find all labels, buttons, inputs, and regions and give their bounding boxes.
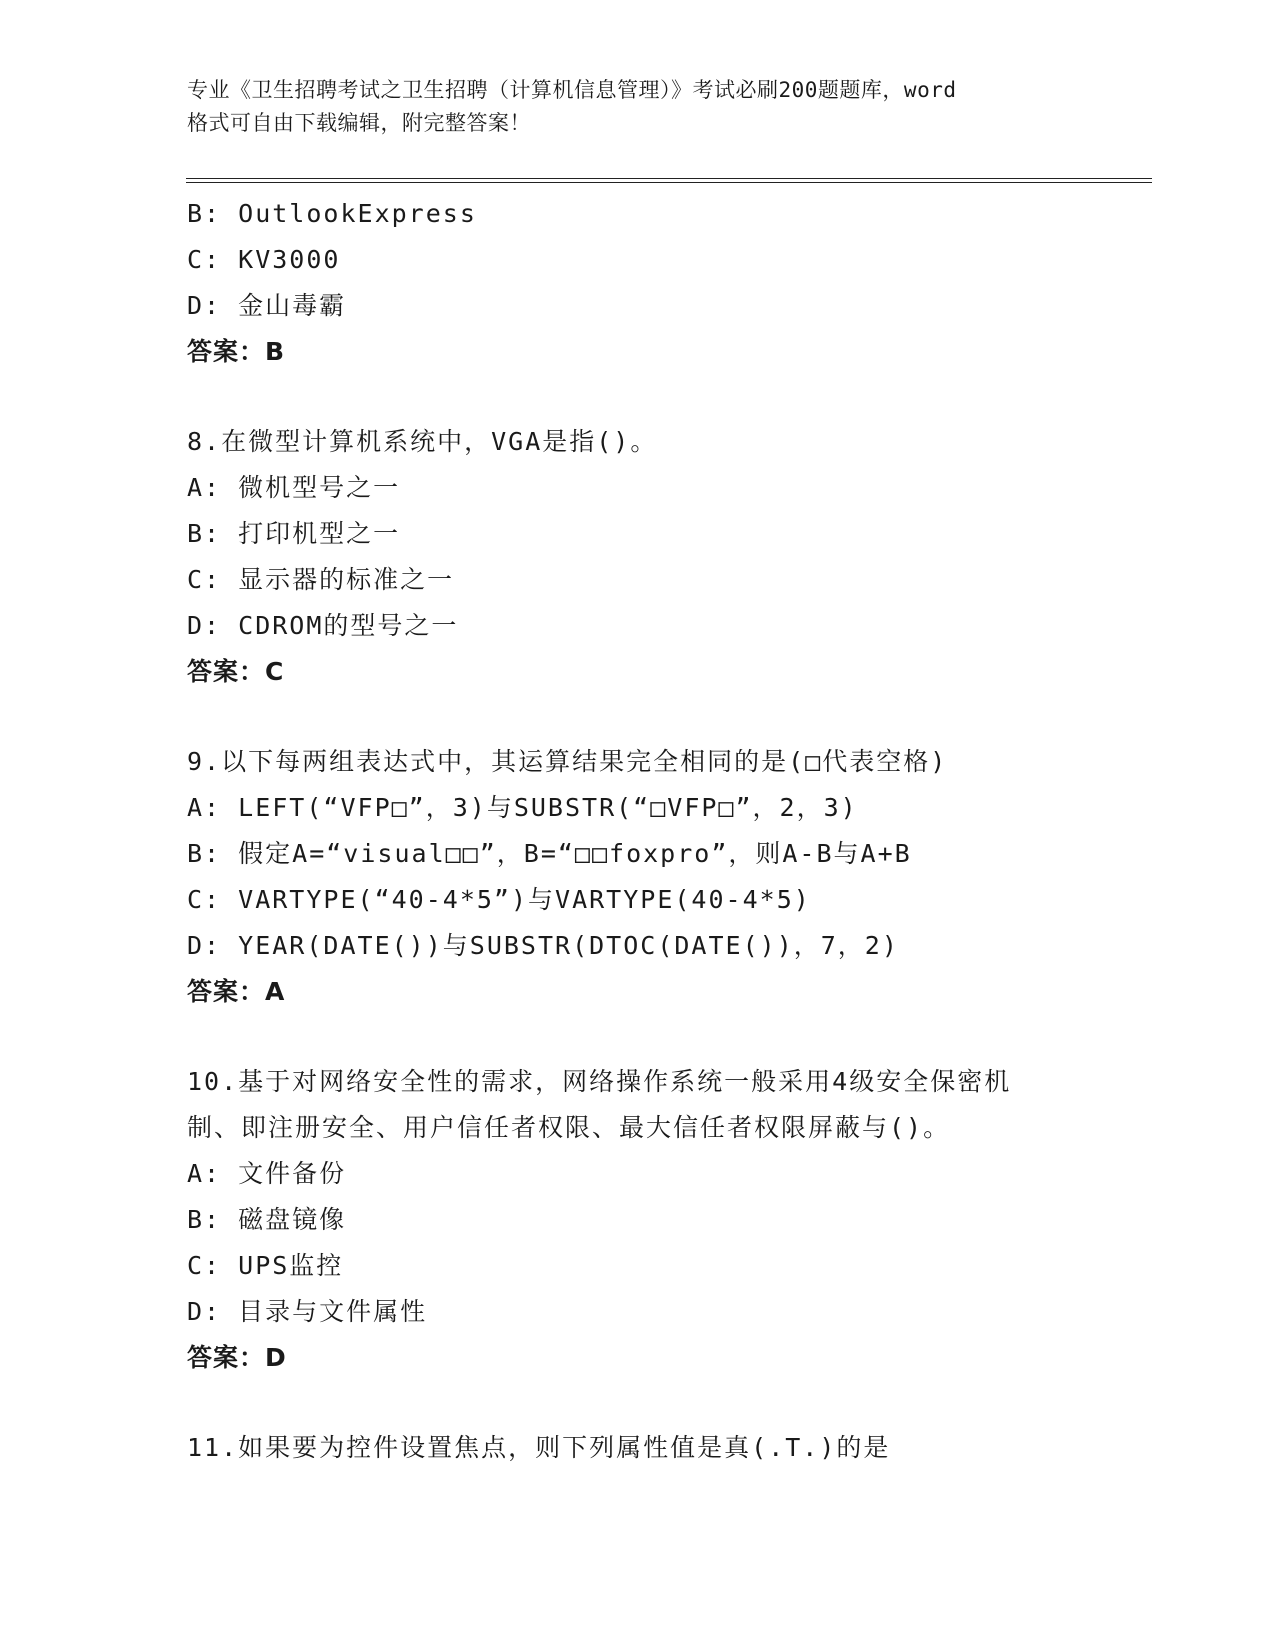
option-c: C: UPS监控 bbox=[187, 1251, 344, 1280]
question-block-7 bbox=[187, 191, 1147, 375]
option-a: A: 文件备份 bbox=[187, 1159, 347, 1188]
option-c: C: VARTYPE(“40-4*5”)与VARTYPE(40-4*5) bbox=[187, 885, 811, 914]
question-block-8 bbox=[187, 419, 1147, 695]
answer-line: 答案：A bbox=[187, 977, 286, 1006]
answer-line: 答案：B bbox=[187, 337, 286, 366]
option-d: D: YEAR(DATE())与SUBSTR(DTOC(DATE())，7，2) bbox=[187, 931, 899, 960]
question-text-line-1: 10.基于对网络安全性的需求，网络操作系统一般采用4级安全保密机 bbox=[187, 1067, 1012, 1096]
option-b: B: 磁盘镜像 bbox=[187, 1205, 347, 1234]
option-a: A: 微机型号之一 bbox=[187, 473, 401, 502]
option-c: C: 显示器的标准之一 bbox=[187, 565, 455, 594]
option-d: D: CDROM的型号之一 bbox=[187, 611, 459, 640]
option-b: B: 打印机型之一 bbox=[187, 519, 401, 548]
option-c: C: KV3000 bbox=[187, 245, 341, 274]
question-text: 8.在微型计算机系统中，VGA是指()。 bbox=[187, 427, 658, 456]
question-block-9 bbox=[187, 739, 1147, 1015]
answer-line: 答案：D bbox=[187, 1343, 287, 1372]
question-text: 11.如果要为控件设置焦点，则下列属性值是真(.T.)的是 bbox=[187, 1433, 891, 1462]
header-title-line-1: 专业《卫生招聘考试之卫生招聘（计算机信息管理）》考试必刷200题题库，word bbox=[187, 78, 957, 102]
question-block-10 bbox=[187, 1059, 1147, 1381]
question-text-line-2: 制、即注册安全、用户信任者权限、最大信任者权限屏蔽与()。 bbox=[187, 1113, 951, 1142]
question-block-11 bbox=[187, 1425, 1147, 1471]
option-a: A: LEFT(“VFP□”，3)与SUBSTR(“□VFP□”，2，3) bbox=[187, 793, 858, 822]
option-d: D: 目录与文件属性 bbox=[187, 1297, 428, 1326]
page-header bbox=[187, 74, 1087, 140]
option-b: B: OutlookExpress bbox=[187, 199, 477, 228]
answer-line: 答案：C bbox=[187, 657, 285, 686]
option-d: D: 金山毒霸 bbox=[187, 291, 347, 320]
document-body bbox=[187, 191, 1147, 1471]
question-text: 9.以下每两组表达式中，其运算结果完全相同的是(□代表空格) bbox=[187, 747, 948, 776]
option-b: B: 假定A=“visual□□”，B=“□□foxpro”，则A-B与A+B bbox=[187, 839, 912, 868]
header-title-line-2: 格式可自由下载编辑，附完整答案！ bbox=[187, 111, 531, 135]
header-divider bbox=[186, 178, 1152, 183]
